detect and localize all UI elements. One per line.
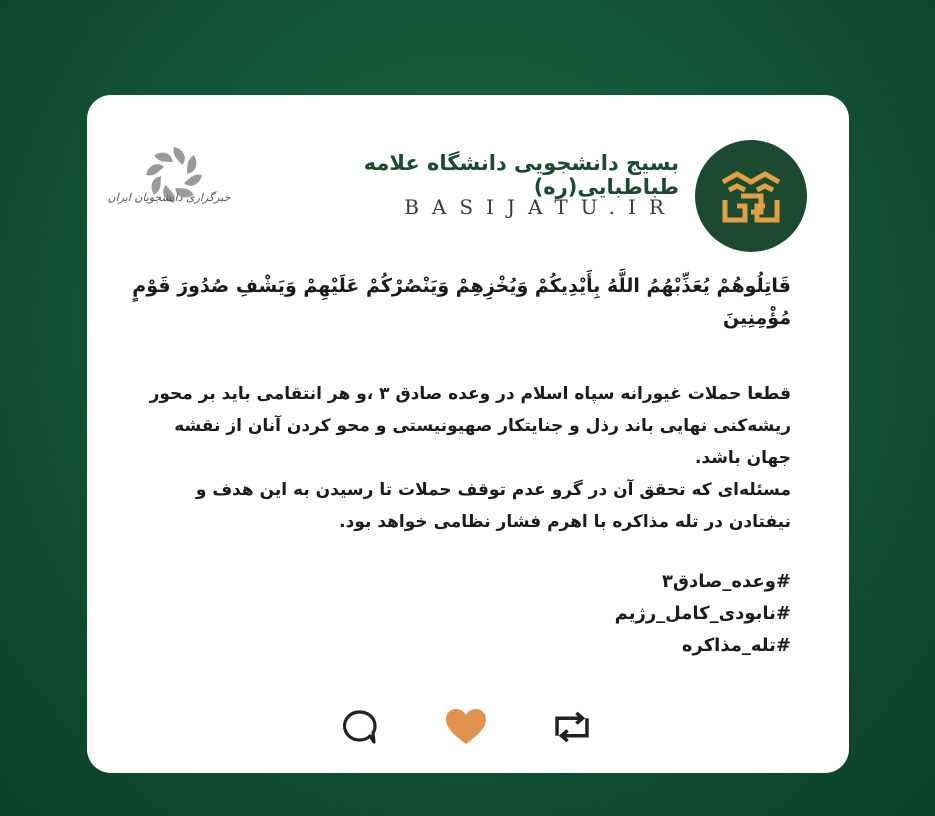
post-paragraph-1: قطعا حملات غیورانه سپاه اسلام در وعده صادق ۳ ،و هر انتقامی باید بر محور ریشه‌کنی نهایی باند رذل و جنایتکار صهیونیستی و محو کردن آنان از نقشه جهان باشد. bbox=[149, 384, 791, 468]
brand-url[interactable]: BASIJATU.IR bbox=[404, 195, 677, 219]
news-agency-logo-icon bbox=[99, 123, 249, 233]
hashtag-list bbox=[131, 566, 791, 662]
post-header bbox=[87, 95, 849, 245]
repost-button[interactable] bbox=[550, 705, 594, 749]
brand-title: بسیج دانشجویی دانشگاه علامه طباطبایی(ره) bbox=[363, 151, 679, 199]
basij-logo bbox=[695, 140, 807, 252]
heart-icon bbox=[444, 707, 488, 747]
hashtag-link[interactable]: #نابودی_کامل_رژیم bbox=[614, 603, 791, 624]
hashtag-link[interactable]: #تله_مذاکره bbox=[681, 635, 791, 656]
repost-icon bbox=[550, 707, 594, 747]
post-card bbox=[87, 95, 849, 773]
news-agency-label: خبرگزاری دانشجویان ایران bbox=[107, 191, 231, 204]
comment-button[interactable] bbox=[337, 705, 381, 749]
post-paragraph-2: مسئله‌ای که تحقق آن در گرو عدم توقف حملات تا رسیدن به این هدف و نیفتادن در تله مذاکره با اهرم فشار نظامی خواهد بود. bbox=[195, 480, 791, 532]
post-actions-bar bbox=[87, 695, 849, 765]
quran-verse: قَاتِلُوهُمْ يُعَذِّبْهُمُ اللَّهُ بِأَيْدِيكُمْ وَيُخْزِهِمْ وَيَنْصُرْكُمْ عَلَيْهِمْ وَيَشْفِ صُدُورَ قَوْمٍ مُؤْمِنِينَ bbox=[132, 275, 791, 329]
hashtag-link[interactable]: #وعده_صادق۳ bbox=[661, 571, 791, 592]
comment-icon bbox=[339, 707, 379, 747]
like-button[interactable] bbox=[444, 705, 488, 749]
basij-emblem-icon bbox=[715, 160, 787, 232]
post-content bbox=[131, 270, 791, 662]
